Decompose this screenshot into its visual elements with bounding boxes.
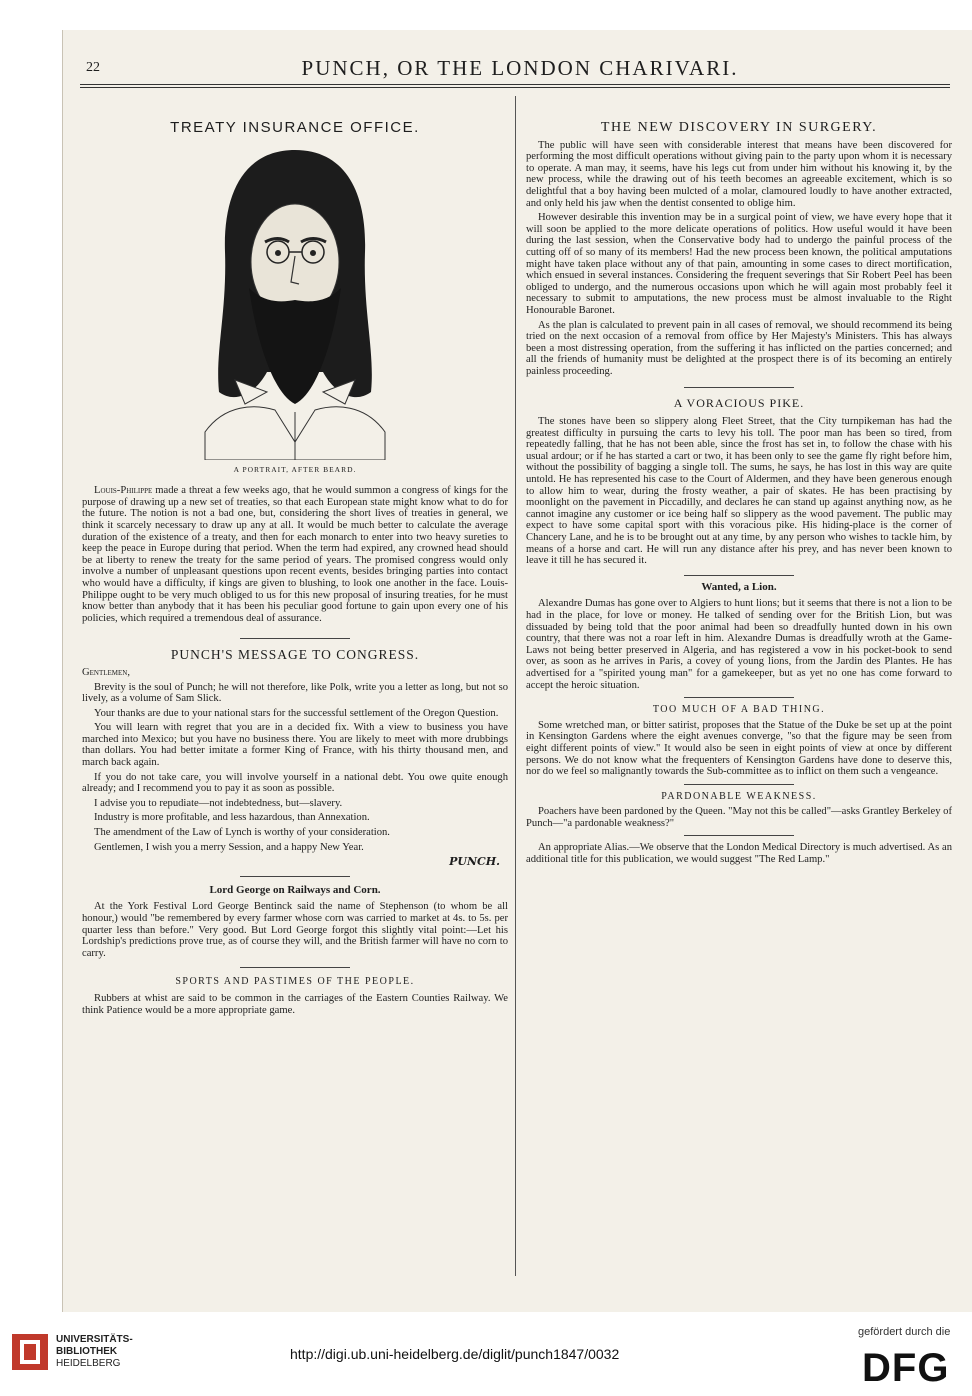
university-seal-icon — [10, 1332, 50, 1372]
portrait-caption: A PORTRAIT, AFTER BEARD. — [233, 464, 357, 474]
treaty-title: TREATY INSURANCE OFFICE. — [170, 119, 420, 136]
rule — [240, 967, 350, 968]
library-line: HEIDELBERG — [56, 1358, 121, 1369]
rule — [684, 575, 794, 576]
message-p5: I advise you to repudiate—not indebtedness, but—slavery. — [94, 797, 343, 809]
message-signature: PUNCH. — [449, 855, 500, 869]
sponsor-text: gefördert durch die — [858, 1326, 951, 1338]
dfg-logo: DFG — [862, 1346, 950, 1390]
sports-body: Rubbers at whist are said to be common in the carriages of the Eastern Counties Railway. We think Patience would be a more appropriate game. — [82, 992, 508, 1016]
message-p4: If you do not take care, you will involve yourself in a national debt. You owe quite enough already; and I recommend you to pay it as soon as possible. — [82, 771, 508, 795]
surgery-p3: As the plan is calculated to prevent pain in all cases of removal, we should recommend its being tried on the next occasion of a removal from office by Her Majesty's Ministers. This has always been a most distressing operation, from the suffering it has inflicted on the parties concerned; and all the friends of humanity must be delighted at the prospect there is of its becoming an entirely painless proceeding. — [526, 319, 952, 377]
treaty-lead: Louis-Philippe — [94, 485, 153, 497]
surgery-title: THE NEW DISCOVERY IN SURGERY. — [600, 120, 878, 135]
rule — [240, 876, 350, 877]
rule — [684, 697, 794, 698]
message-p6: Industry is more profitable, and less hazardous, than Annexation. — [94, 812, 370, 824]
message-salutation: Gentlemen, — [82, 666, 131, 678]
masthead-rule-2 — [80, 87, 950, 88]
source-url[interactable]: http://digi.ub.uni-heidelberg.de/diglit/punch1847/0032 — [290, 1346, 620, 1362]
surgery-p1: The public will have seen with considerable interest that means have been discovered for performing the most difficult operations without giving pain to the party upon whom it is necessary to operate. A man may, it seems, have his legs cut from under him without his knowing it, by the new process, while the drawing out of his teeth becomes an agreeable excitement, which is so delightful that a boy having been mulcted of a molar, clamoured loudly to have another extracted, and only held his jaw when the dentist consented to oblige him. — [526, 139, 952, 209]
right-column — [526, 122, 952, 869]
message-title: PUNCH'S MESSAGE TO CONGRESS. — [170, 647, 420, 663]
message-p2: Your thanks are due to your national stars for the successful settlement of the Oregon Question. — [94, 707, 499, 719]
sports-title: SPORTS AND PASTIMES OF THE PEOPLE. — [175, 976, 415, 988]
lion-title: Wanted, a Lion. — [701, 580, 777, 593]
alias-body: An appropriate Alias.—We observe that the London Medical Directory is much advertised. As an additional title for this publication, we would suggest "The Red Lamp." — [526, 842, 952, 866]
library-line: UNIVERSITÄTS- — [56, 1334, 133, 1345]
library-line: BIBLIOTHEK — [56, 1346, 118, 1357]
page-number: 22 — [86, 60, 100, 75]
weakness-title: PARDONABLE WEAKNESS. — [661, 790, 817, 802]
digitization-footer — [0, 1312, 972, 1396]
rule — [684, 835, 794, 836]
portrait-illustration — [175, 142, 415, 460]
treaty-body: made a threat a few weeks ago, that he would summon a congress of kings for the purpose of drawing up a new set of treaties, so that each European state might know what to do for the future. The notion is not a bad one, but, considering the short lives of treaties in general, we think it scarcely necessary to draw up any at all. It would be much better to calculate the average duration of the existence of a treaty, and then for each monarch to enter into two heavy sureties to keep the peace in Europe during that period. When the term had expired, any crowned head should be at liberty to renew the treaty for the same period of years. The promised congress would only involve a number of unpleasant questions upon recent events, besides bringing parties into contact who would have a difficulty, if kings are given to blushing, to look one another in the face. Louis-Philippe ought to be very much obliged to us for this new proposal of insuring treaties, for he must know better than anybody that it has been his peculiar good fortune to gain upon every one of his policies, which required a tremendous deal of assurance. — [82, 485, 508, 624]
message-p1: Brevity is the soul of Punch; he will not therefore, like Polk, write you a letter as long, but not so lively, as a volume of Sam Slick. — [82, 681, 508, 705]
masthead-rule — [80, 84, 950, 85]
rule — [684, 387, 794, 388]
pike-title: A VORACIOUS PIKE. — [673, 396, 805, 411]
bad-thing-title: TOO MUCH OF A BAD THING. — [652, 704, 826, 716]
lord-george-title: Lord George on Railways and Corn. — [209, 883, 381, 896]
surgery-p2: However desirable this invention may be in a surgical point of view, we have every hope that it will soon be applied to the more delicate operations of politics. How useful would it have been during the last session, when the Conservative body had to undergo the painful process of the cutting off of so many of its members! Had the new process been known, the political amputations might have taken place without any of that pain, amounting in some cases to direct mortification, which ensued in several instances. Considering the frequent severings that Sir Robert Peel has been obliged to undergo, and the numerous occasions upon which he will again most probably feel it necessary to submit to amputations, the new process must be almost invaluable to the Right Honourable Baronet. — [526, 212, 952, 316]
message-p3: You will learn with regret that you are in a decided fix. With a view to business you have marched into Mexico; but you have no business there. You are likely to meet with more drubbings than dollars. You had better imitate a former King of France, with his thirty thousand men, and march back again. — [82, 722, 508, 769]
library-name — [56, 1334, 133, 1370]
message-p8: Gentlemen, I wish you a merry Session, and a happy New Year. — [94, 841, 364, 853]
masthead: PUNCH, OR THE LONDON CHARIVARI. — [301, 56, 739, 80]
left-column — [82, 119, 508, 1019]
message-p7: The amendment of the Law of Lynch is worthy of your consideration. — [94, 827, 390, 839]
rule — [684, 784, 794, 785]
lord-george-body: At the York Festival Lord George Bentinck said the name of Stephenson (to whom be all honour,) would "be remembered by every farmer whose corn was carried to market at 4s. to 5s. per quarter less than before." Very good. But Lord George forgot this slightly vital point:—Let his Lordship's predictions prove true, as of course they will, and the British farmer will have no corn to carry. — [82, 901, 508, 959]
column-divider — [515, 96, 516, 1276]
pike-body: The stones have been so slippery along Fleet Street, that the City turnpikeman has had the greatest difficulty in pursuing the carts to levy his toll. The poor man has been so tired, from repeatedly falling, that he has not been able, since the frost has set in, to follow the chase with his usual ardour; or if he has started a cart or two, it has been only to see the game fly right before him, without the possibility of bagging a single toll. The sums, he says, he has lost in this way are quite untold. He has represented his case to the Court of Aldermen, and they have been generous enough to allow him to wear, during the frosty weather, a pair of skates. He has been practising by moonlight on the pavement in Piccadilly, and declares he can stand up against anything now, as he cannot imagine any customer or ice being half so slippery as the wood pavement. The public may expect to have some capital sport with this voracious pike. His hiding-place is the corner of Chancery Lane, and he is to be brought out at any time, by any person who wishes to tackle him, by means of a horse and cart. He will run any distance after his prey, and has never been known to leave it till he has secured it. — [526, 416, 952, 567]
lion-body: Alexandre Dumas has gone over to Algiers to hunt lions; but it seems that there is not a lion to be had in the place, for love or money. He talked of sending over for the British Lion, but was dissuaded by being told that the poor animal had been so dreadfully hunted down in his own country, that there was not a roar left in him. Alexandre Dumas is dreadfully wroth at the Game-Laws not being better preserved in Algeria, and has registered a vow in his pocket-book to send over, as soon as he arrives in Paris, a covey of young lions, from the Jardin des Plantes. He has advertised for a "spirited young man" for a gamekeeper, but as yet no one has come forward to accept the heroic situation. — [526, 598, 952, 691]
weakness-body: Poachers have been pardoned by the Queen. "May not this be called"—asks Grantley Berkeley of Punch—"a pardonable weakness?" — [526, 806, 952, 829]
bad-thing-body: Some wretched man, or bitter satirist, proposes that the Statue of the Duke be set up at the point in Kensington Gardens where the eight avenues converge, "so that the figure may be seen from eight different points of view." It would also be seen in eight points of view at once by different persons. We do not know what the frequenters of Kensington Gardens have done to deserve this, nor do we feel so malignantly towards the Sub-committee as to inflict on them such a vengeance. — [526, 719, 952, 778]
rule — [240, 638, 350, 639]
